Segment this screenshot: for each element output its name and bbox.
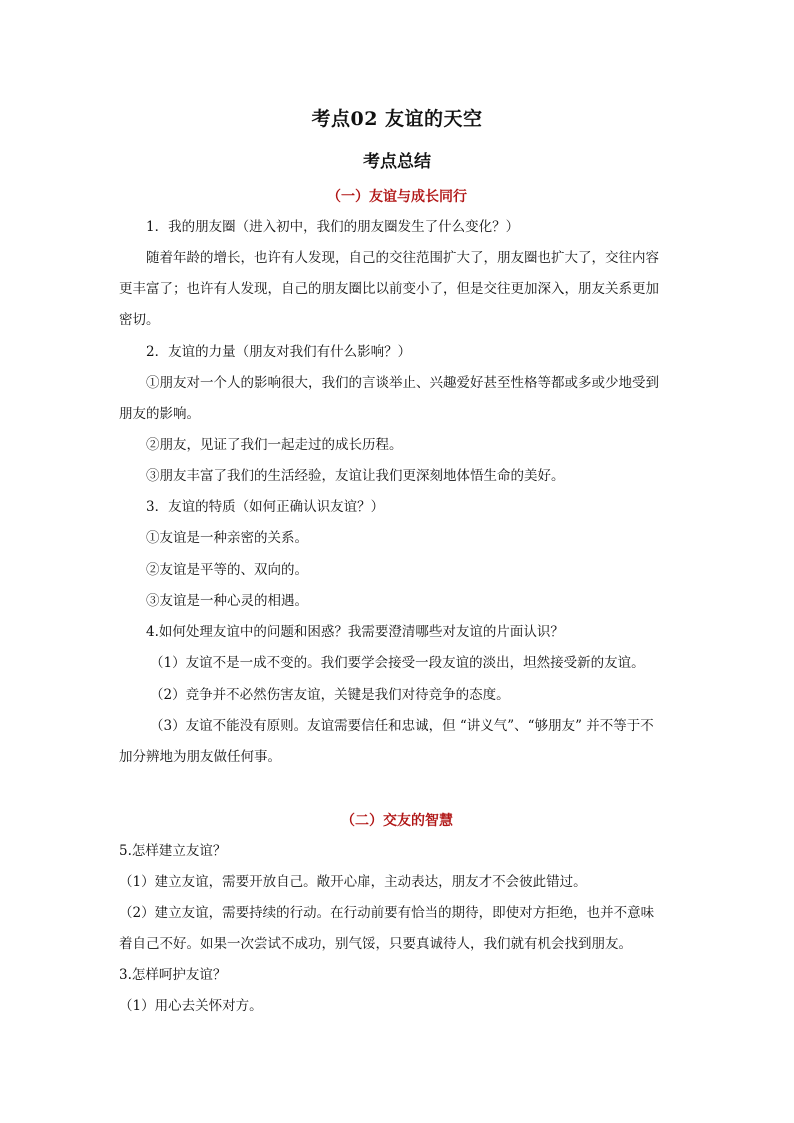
section-heading-1: （一）友谊与成长同行 xyxy=(327,189,467,205)
paragraph-line: ③朋友丰富了我们的生活经验，友谊让我们更深刻地体悟生命的美好。 xyxy=(146,468,565,484)
paragraph-line: 密切。 xyxy=(119,312,160,328)
paragraph-line: （2）建立友谊，需要持续的行动。在行动前要有恰当的期待，即使对方拒绝，也并不意味 xyxy=(119,905,655,921)
section-heading-2: （二）交友的智慧 xyxy=(341,813,453,829)
paragraph-line: ③友谊是一种心灵的相遇。 xyxy=(146,593,308,609)
paragraph-line: 3.怎样呵护友谊？ xyxy=(119,967,227,983)
paragraph-line: 着自己不好。如果一次尝试不成功，别气馁，只要真诚待人，我们就有机会找到朋友。 xyxy=(119,936,632,952)
paragraph-line: ②朋友，见证了我们一起走过的成长历程。 xyxy=(146,437,403,453)
paragraph-line: ②友谊是平等的、双向的。 xyxy=(146,562,308,578)
page-title: 考点02 友谊的天空 xyxy=(311,108,483,130)
paragraph-line: ①友谊是一种亲密的关系。 xyxy=(146,530,308,546)
paragraph-line: （1）用心去关怀对方。 xyxy=(119,998,263,1014)
paragraph-line: 4.如何处理友谊中的问题和困惑？我需要澄清哪些对友谊的片面认识？ xyxy=(146,624,564,640)
paragraph-line: ①朋友对一个人的影响很大，我们的言谈举止、兴趣爱好甚至性格等都或多或少地受到 xyxy=(146,375,659,391)
page-subtitle: 考点总结 xyxy=(363,152,431,172)
paragraph-line: 加分辨地为朋友做任何事。 xyxy=(119,749,281,765)
paragraph-line: 5.怎样建立友谊？ xyxy=(119,843,227,859)
paragraph-line: 3．友谊的特质（如何正确认识友谊？） xyxy=(146,499,385,515)
paragraph-line: 更丰富了；也许有人发现，自己的朋友圈比以前变小了，但是交往更加深入，朋友关系更加 xyxy=(119,281,659,297)
paragraph-line: 随着年龄的增长，也许有人发现，自己的交往范围扩大了，朋友圈也扩大了，交往内容 xyxy=(146,250,659,266)
paragraph-line: （1）建立友谊，需要开放自己。敞开心扉，主动表达，朋友才不会彼此错过。 xyxy=(119,874,587,890)
paragraph-line: （1）友谊不是一成不变的。我们要学会接受一段友谊的淡出，坦然接受新的友谊。 xyxy=(150,655,645,671)
paragraph-line: 朋友的影响。 xyxy=(119,406,200,422)
paragraph-line: （3）友谊不能没有原则。友谊需要信任和忠诚，但 “讲义气”、“够朋友” 并不等于不 xyxy=(150,718,654,734)
paragraph-line: 1．我的朋友圈（进入初中，我们的朋友圈发生了什么变化？） xyxy=(146,219,520,235)
paragraph-line: 2．友谊的力量（朋友对我们有什么影响？） xyxy=(146,344,412,360)
paragraph-line: （2）竞争并不必然伤害友谊，关键是我们对待竞争的态度。 xyxy=(150,687,510,703)
